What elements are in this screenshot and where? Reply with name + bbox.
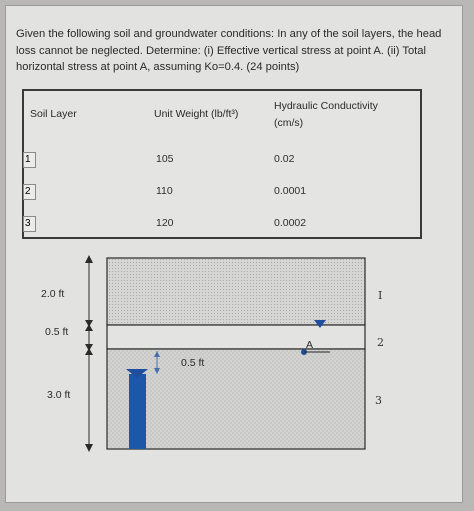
dim-label-layer2: 0.5 ft: [45, 326, 69, 338]
point-a-label: A: [306, 339, 314, 351]
dim-arrow-l2-top: [85, 324, 93, 331]
soil-layer-2: [107, 325, 365, 349]
row2-unit-weight: 110: [156, 185, 173, 197]
question-text: Given the following soil and groundwater conditions: In any of the soil layers, the head loss cannot be neglected. Determine: (i) Effective vertical stress at point A. (ii) Total horizontal stress at point A, assuming Ko=0.4. (24 points): [16, 28, 442, 73]
dim-label-layer3: 3.0 ft: [47, 389, 71, 401]
layer-number-3: 3: [375, 394, 382, 407]
row2-layer: 2: [23, 184, 36, 200]
standpipe: [129, 374, 146, 449]
header-soil-layer: Soil Layer: [30, 108, 77, 120]
layer-number-2: 2: [377, 336, 384, 349]
dim-arrow-top: [85, 255, 93, 263]
dim-label-layer1: 2.0 ft: [41, 288, 65, 300]
row1-unit-weight: 105: [156, 153, 174, 165]
soil-layer-1: [107, 258, 365, 325]
row3-layer: 3: [23, 216, 36, 232]
dim-arrow-bottom: [85, 444, 93, 452]
row2-conductivity: 0.0001: [274, 185, 307, 197]
row3-unit-weight: 120: [156, 217, 174, 229]
dim-arrow-l3-top: [85, 348, 93, 355]
header-conductivity-line1: Hydraulic Conductivity: [274, 100, 378, 112]
dim-label-standpipe: 0.5 ft: [181, 357, 205, 369]
header-unit-weight: Unit Weight (lb/ft³): [154, 108, 239, 120]
row1-conductivity: 0.02: [274, 153, 295, 165]
row1-layer: 1: [23, 152, 36, 168]
layer-number-1: I: [378, 289, 383, 302]
question-sheet: [5, 5, 463, 503]
header-conductivity-line2: (cm/s): [274, 117, 304, 129]
soil-profile-diagram: [6, 6, 464, 504]
row3-conductivity: 0.0002: [274, 217, 307, 229]
